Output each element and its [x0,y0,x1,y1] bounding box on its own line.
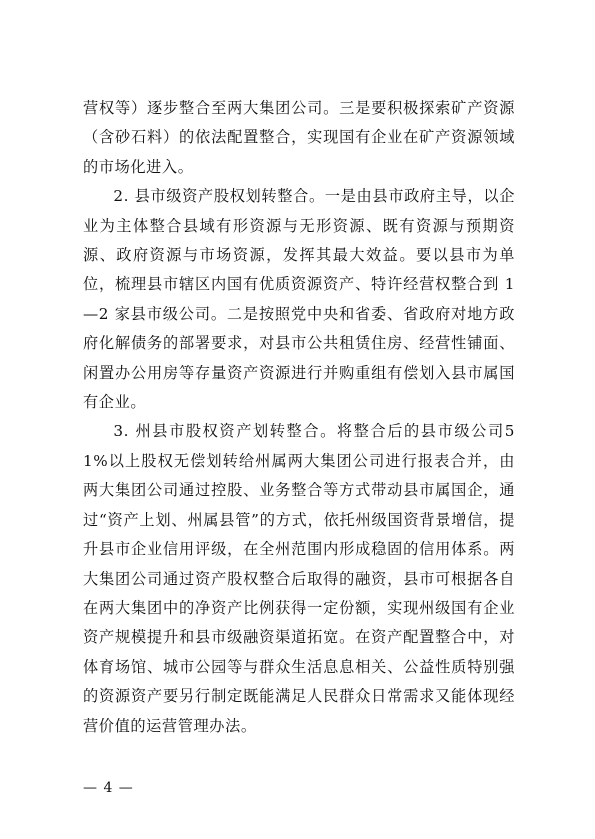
paragraph-prefecture-equity-transfer: 3. 州县市股权资产划转整合。将整合后的县市级公司51%以上股权无偿划转给州属两大集团公司进行报表合并，由两大集团公司通过控股、业务整合等方式带动县市属国企，通过“资产上划、州属县管”的方式，依托州级国资背景增信，提升县市企业信用评级，在全州范围内形成稳固的信用体系。两大集团公司通过资产股权整合后取得的融资，县市可根据各自在两大集团中的净资产比例获得一定份额，实现州级国有企业资产规模提升和县市级融资渠道拓宽。在资产配置整合中，对体育场馆、城市公园等与群众生活息息相关、公益性质特别强的资源资产要另行制定既能满足人民群众日常需求又能体现经营价值的运营管理办法。 [83,422,515,735]
paragraph-continuation: 营权等）逐步整合至两大集团公司。三是要积极探索矿产资源（含砂石料）的依法配置整合，实现国有企业在矿产资源领域的市场化进入。 [83,99,515,176]
paragraph-county-equity-transfer: 2. 县市级资产股权划转整合。一是由县市政府主导，以企业为主体整合县域有形资源与无形资源、既有资源与预期资源、政府资源与市场资源，发挥其最大效益。要以县市为单位，梳理县市辖区内国有优质资源资产、特许经营权整合到 1—2 家县市级公司。二是按照党中央和省委、省政府对地方政府化解债务的部署要求，对县市公共租赁住房、经营性铺面、闲置办公用房等存量资产资源进行并购重组有偿划入县市属国有企业。 [83,187,515,412]
page-number: — 4 — [83,780,134,796]
document-body [83,94,515,741]
